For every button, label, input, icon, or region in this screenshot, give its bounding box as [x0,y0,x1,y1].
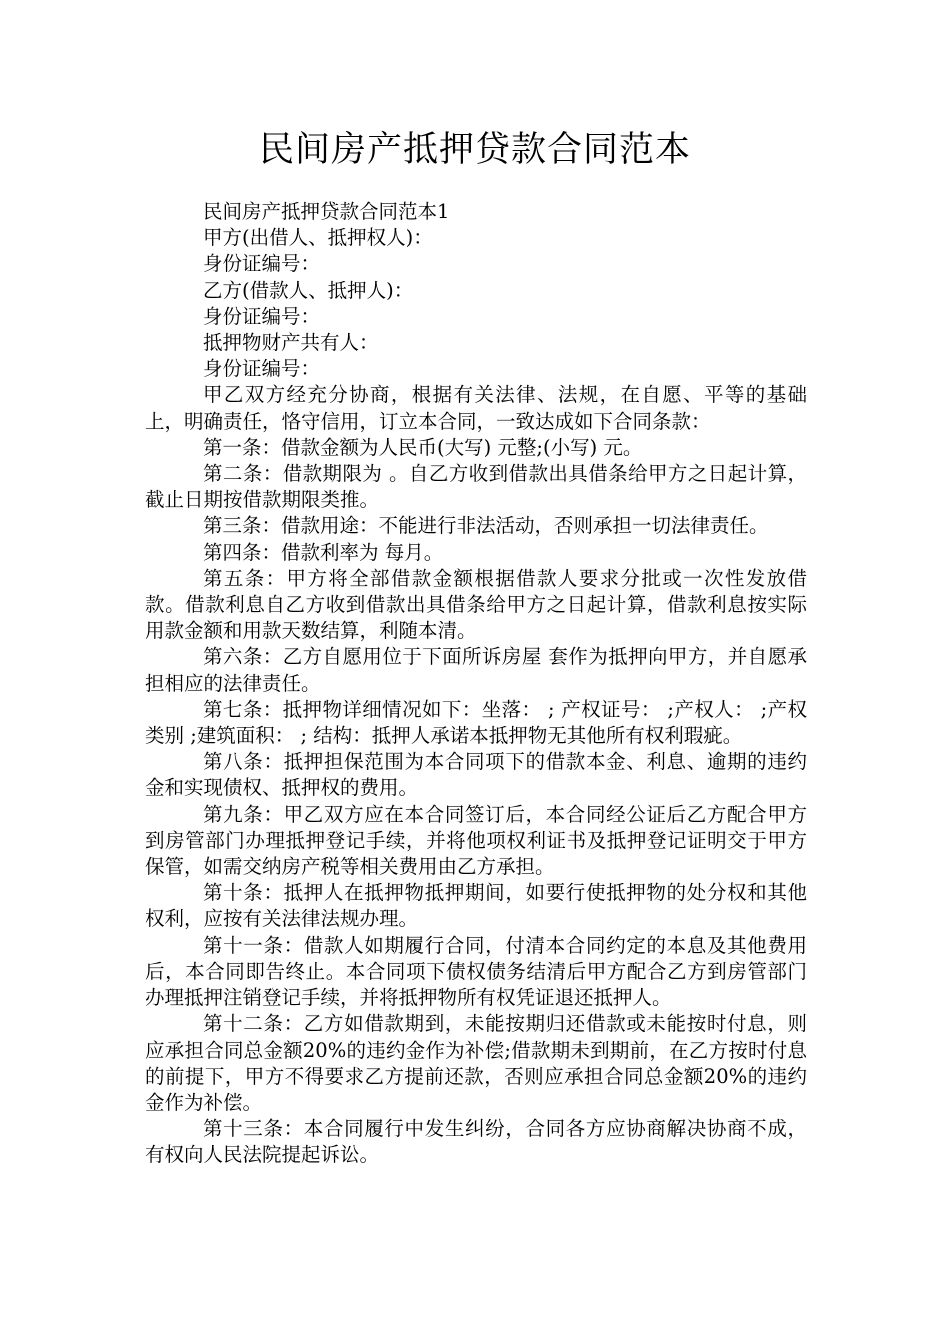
clause-6: 第六条：乙方自愿用位于下面所诉房屋 套作为抵押向甲方，并自愿承担相应的法律责任。 [145,645,807,695]
co-owner-line: 抵押物财产共有人： [203,331,379,355]
clause-2: 第二条：借款期限为 。自乙方收到借款出具借条给甲方之日起计算，截止日期按借款期限类推。 [145,462,807,512]
clause-1: 第一条：借款金额为人民币(大写) 元整;(小写) 元。 [203,435,643,459]
party-a-line: 甲方(出借人、抵押权人)： [203,226,433,250]
clause-8: 第八条：抵押担保范围为本合同项下的借款本金、利息、逾期的违约金和实现债权、抵押权的费用。 [145,750,807,800]
clause-7: 第七条：抵押物详细情况如下：坐落： ; 产权证号： ;产权人： ;产权类别 ;建筑面积： ; 结构：抵押人承诺本抵押物无其他所有权利瑕疵。 [145,697,807,748]
co-owner-id-line: 身份证编号： [203,357,321,381]
party-a-id-line: 身份证编号： [203,252,321,276]
party-b-id-line: 身份证编号： [203,304,321,328]
document-title: 民间房产抵押贷款合同范本 [258,130,691,170]
clause-12: 第十二条：乙方如借款期到，未能按期归还借款或未能按时付息，则应承担合同总金额20%的违约金作为补偿;借款期未到期前，在乙方按时付息的前提下，甲方不得要求乙方提前还款，否则应承担合同总金额20%的违约金作为补偿。 [145,1012,807,1114]
document-body [145,199,807,1169]
party-b-line: 乙方(借款人、抵押人)： [203,278,414,302]
clause-11: 第十一条：借款人如期履行合同，付清本合同约定的本息及其他费用后，本合同即告终止。本合同项下债权债务结清后甲方配合乙方到房管部门办理抵押注销登记手续，并将抵押物所有权凭证退还抵押人。 [145,933,807,1010]
clause-4: 第四条：借款利率为 每月。 [203,540,444,564]
clause-10: 第十条：抵押人在抵押物抵押期间，如要行使抵押物的处分权和其他权利，应按有关法律法规办理。 [145,881,807,931]
clause-3: 第三条：借款用途：不能进行非法活动，否则承担一切法律责任。 [203,514,769,538]
clause-9: 第九条：甲乙双方应在本合同签订后，本合同经公证后乙方配合甲方到房管部门办理抵押登记手续，并将他项权利证书及抵押登记证明交于甲方保管，如需交纳房产税等相关费用由乙方承担。 [145,802,807,879]
clause-5: 第五条：甲方将全部借款金额根据借款人要求分批或一次性发放借款。借款利息自乙方收到借款出具借条给甲方之日起计算，借款利息按实际用款金额和用款天数结算，利随本清。 [145,566,807,643]
preamble-paragraph: 甲乙双方经充分协商，根据有关法律、法规，在自愿、平等的基础上，明确责任，恪守信用，订立本合同，一致达成如下合同条款： [145,383,807,433]
clause-13: 第十三条：本合同履行中发生纠纷，合同各方应协商解决协商不成，有权向人民法院提起诉讼。 [145,1117,807,1167]
subtitle-line: 民间房产抵押贷款合同范本1 [203,200,450,223]
